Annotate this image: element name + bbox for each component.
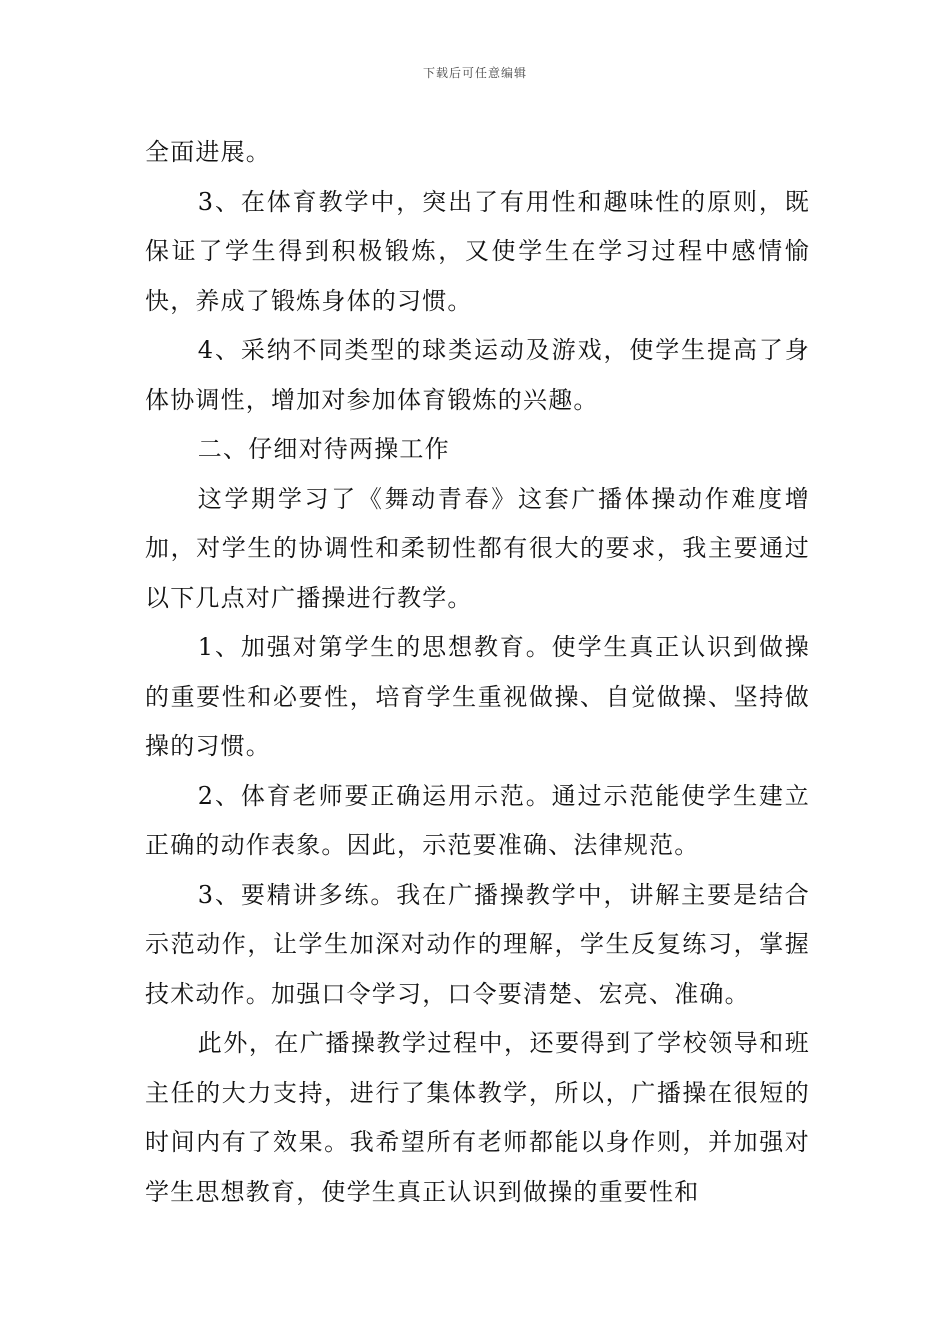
paragraph-3: 4、采纳不同类型的球类运动及游戏，使学生提高了身体协调性，增加对参加体育锻炼的兴趣。 <box>145 336 810 414</box>
document-body <box>145 128 810 1217</box>
page-header-note: 下载后可任意编辑 <box>422 66 527 80</box>
section-heading: 二、仔细对待两操工作 <box>197 435 450 463</box>
paragraph-8: 3、要精讲多练。我在广播操教学中，讲解主要是结合示范动作，让学生加深对动作的理解，学生反复练习，掌握技术动作。加强口令学习，口令要清楚、宏亮、准确。 <box>145 880 810 1008</box>
paragraph-5: 这学期学习了《舞动青春》这套广播体操动作难度增加，对学生的协调性和柔韧性都有很大的要求，我主要通过以下几点对广播操进行教学。 <box>145 484 810 612</box>
paragraph-1: 全面进展。 <box>145 138 271 166</box>
paragraph-2: 3、在体育教学中，突出了有用性和趣味性的原则，既保证了学生得到积极锻炼，又使学生在学习过程中感情愉快，养成了锻炼身体的习惯。 <box>145 187 810 315</box>
paragraph-9: 此外，在广播操教学过程中，还要得到了学校领导和班主任的大力支持，进行了集体教学，所以，广播操在很短的时间内有了效果。我希望所有老师都能以身作则，并加强对学生思想教育，使学生真正认识到做操的重要性和 <box>145 1029 810 1206</box>
paragraph-7: 2、体育老师要正确运用示范。通过示范能使学生建立正确的动作表象。因此，示范要准确、法律规范。 <box>145 781 810 859</box>
paragraph-6: 1、加强对第学生的思想教育。使学生真正认识到做操的重要性和必要性，培育学生重视做操、自觉做操、坚持做操的习惯。 <box>145 633 810 760</box>
